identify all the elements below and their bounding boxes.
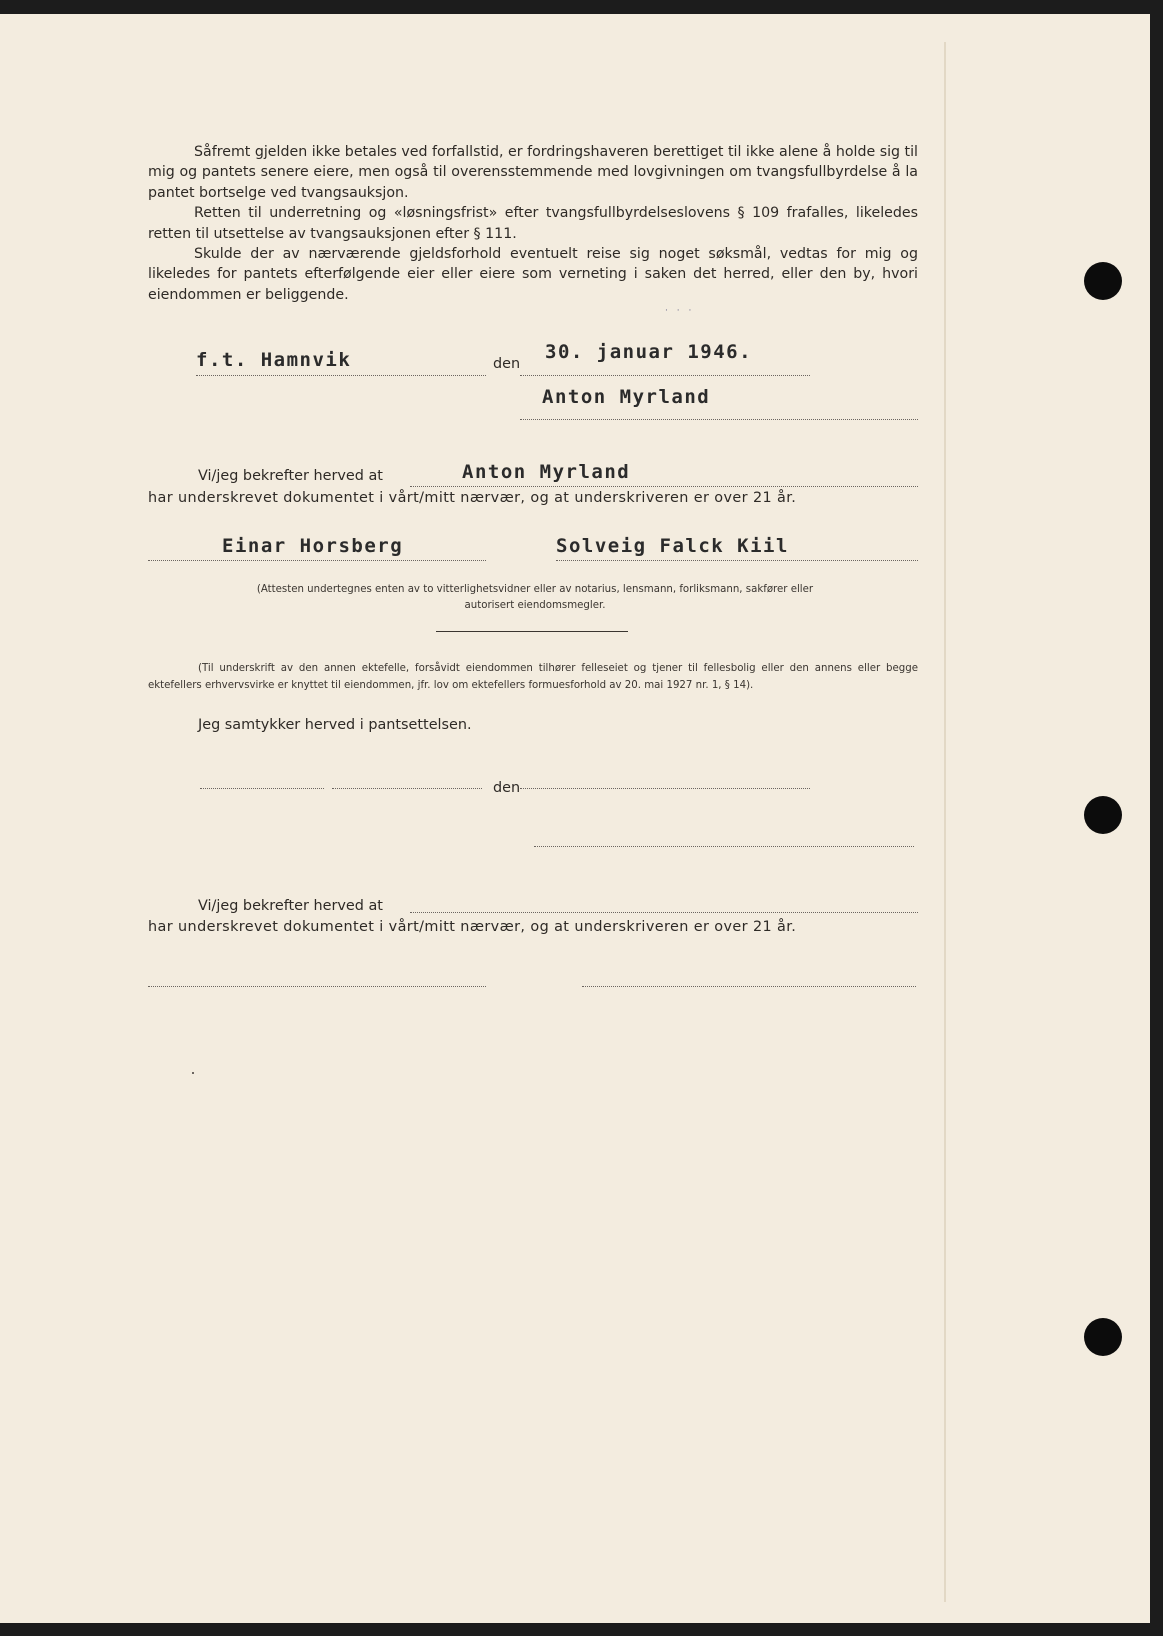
signing-place: f.t. Hamnvik <box>196 349 352 371</box>
consent-place-line-b <box>332 788 482 789</box>
confirm-statement: har underskrevet dokumentet i vårt/mitt nærvær, og at underskriveren er over 21 år. <box>148 490 797 506</box>
den-label: den <box>493 356 521 372</box>
consent-place-line-a <box>200 788 324 789</box>
faint-stamp-mark: · · · <box>665 306 695 316</box>
consent-den-label: den <box>493 780 521 796</box>
witness-b-line <box>556 560 918 561</box>
witness-d-line <box>582 986 916 987</box>
spouse-note-text: (Til underskrift av den annen ektefelle, forsåvidt eiendommen tilhører felleseiet og tjener til fellesbolig eller den annens eller begge ektefellers erhvervsvirke er knyttet til eiendommen, jfr. lov om ektefellers formuesforhold av 20. mai 1927 nr. 1, § 14). <box>148 663 918 691</box>
witness-a-line <box>148 560 486 561</box>
confirm-label: Vi/jeg bekrefter herved at <box>198 468 383 484</box>
confirmed-name-line <box>410 486 918 487</box>
witness-c-line <box>148 986 486 987</box>
attestation-note: (Attesten undertegnes enten av to vitterlighetsvidner eller av notarius, lensmann, forliksmann, sakfører eller autorisert eiendomsmegler. <box>256 584 814 611</box>
section-divider <box>436 631 628 632</box>
consent-statement: Jeg samtykker herved i pantsettelsen. <box>198 717 472 733</box>
clause-paragraph-3: Skulde der av nærværende gjeldsforhold eventuelt reise sig noget søksmål, vedtas for mig og likeledes for pantets efterfølgende eier eller eiere som verneting i saken det herred, eller den by, hvori eiendommen er beliggende. <box>148 246 918 303</box>
signing-date: 30. januar 1946. <box>545 341 753 363</box>
punch-hole-top <box>1084 262 1122 300</box>
date-line <box>520 375 810 376</box>
page-fold <box>944 42 946 1602</box>
confirmed-name: Anton Myrland <box>462 461 631 483</box>
signer-name: Anton Myrland <box>542 386 711 408</box>
witness-b-name: Solveig Falck Kiil <box>556 535 789 557</box>
consent-date-line <box>520 788 810 789</box>
confirm-statement-2: har underskrevet dokumentet i vårt/mitt nærvær, og at underskriveren er over 21 år. <box>148 919 797 935</box>
confirm-label-2: Vi/jeg bekrefter herved at <box>198 898 383 914</box>
spouse-note <box>148 660 918 694</box>
clause-paragraph-2: Retten til underretning og «løsningsfrist» efter tvangsfullbyrdelseslovens § 109 frafalles, likeledes retten til utsettelse av tvangsauksjonen efter § 111. <box>148 205 918 242</box>
punch-hole-middle <box>1084 796 1122 834</box>
confirmed-name-line-2 <box>410 912 918 913</box>
legal-clause <box>148 142 918 305</box>
place-line <box>196 375 486 376</box>
signature-line <box>520 419 918 420</box>
document-page <box>0 14 1150 1623</box>
punch-hole-bottom <box>1084 1318 1122 1356</box>
margin-dot <box>192 1072 194 1074</box>
witness-a-name: Einar Horsberg <box>222 535 404 557</box>
consent-signature-line <box>534 846 914 847</box>
clause-paragraph-1: Såfremt gjelden ikke betales ved forfallstid, er fordringshaveren berettiget til ikke alene å holde sig til mig og pantets senere eiere, men også til overensstemmende med lovgivningen om tvangsfullbyrdelse å la pantet bortselge ved tvangsauksjon. <box>148 144 918 201</box>
